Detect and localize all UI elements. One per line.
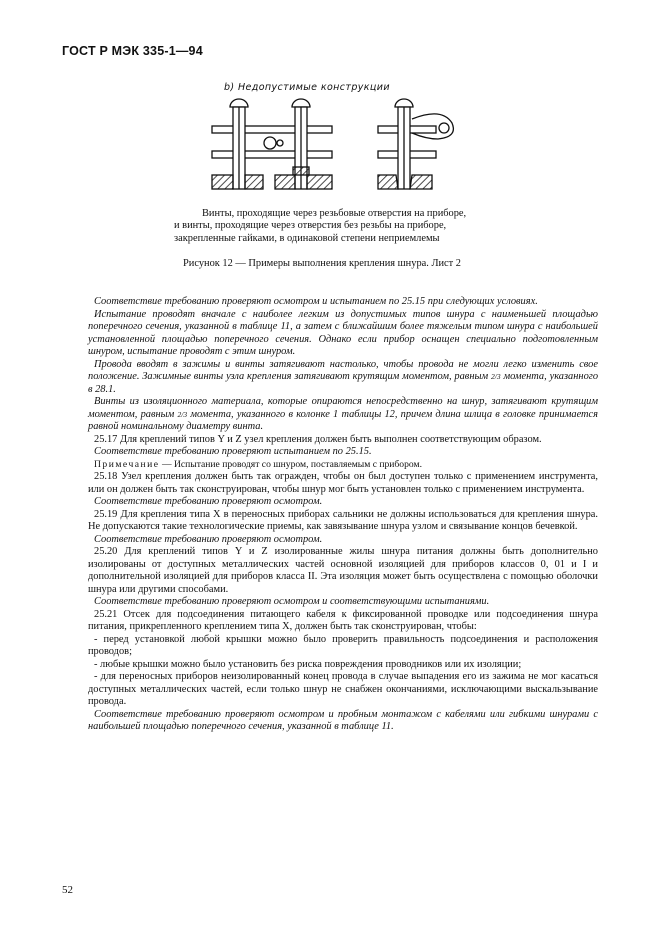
list-item: - для переносных приборов неизолированный конец провода в случае выпадения его из зажима не мог касаться доступных металлических частей, если только шнур не снабжен окончаниями, исключающими выскальзывание провода. — [88, 671, 598, 707]
paragraph: Соответствие требованию проверяют осмотром и испытанием по 25.15 при следующих условиях. — [94, 296, 538, 307]
figure-caption — [174, 208, 504, 245]
fraction: 2/3 — [491, 372, 501, 381]
clause-25-19: 25.19 Для крепления типа X в переносных приборах сальники не должны использоваться для крепления шнура. Не допускаются такие технологические приемы, как завязывание шнура узлом и связывание концов бечевкой. — [88, 508, 598, 532]
text-run: Провода вводят в зажимы и винты затягивают настолько, чтобы провода не могли легко изменить свое положение. Зажимные винты узла крепления затягивают крутящим моментом, равным — [88, 358, 598, 382]
caption-line: Винты, проходящие через резьбовые отверстия на приборе, — [202, 208, 467, 219]
cord-anchorage-drawing — [200, 93, 470, 203]
page-number: 52 — [62, 884, 73, 896]
paragraph: Соответствие требованию проверяют осмотром и пробным монтажом с кабелями или гибкими шнурами с наибольшей площадью поперечного сечения, указанной в таблице 11. — [88, 708, 598, 732]
caption-line: закрепленные гайками, в одинаковой степени неприемлемы — [174, 232, 440, 244]
text-run: Винты из изоляционного материала, которые опираются непосредственно на шнур, затягивают крутящим моментом, равным — [88, 396, 598, 420]
paragraph: Соответствие требованию проверяют осмотром. — [94, 533, 323, 545]
note-text: — Испытание проводят со шнуром, поставляемым с прибором. — [159, 458, 422, 470]
paragraph — [88, 359, 598, 397]
list-item: - любые крышки можно было установить без риска повреждения проводников или их изоляции; — [94, 658, 522, 670]
body-text — [88, 296, 598, 734]
paragraph: Соответствие требованию проверяют испытанием по 25.15. — [94, 446, 372, 457]
paragraph — [88, 396, 598, 434]
clause-25-20: 25.20 Для креплений типов Y и Z изолированные жилы шнура питания должны быть дополнительно изолированы от доступных металлических частей основной изоляцией для приборов классов 0, 01 и I и дополнительной изоляцией для приборов класса II. Эта изоляция может быть осуществлена с помощью оболочки шнура или другими способами. — [88, 546, 598, 595]
clause-25-21: 25.21 Отсек для подсоединения питающего кабеля к фиксированной проводке или подсоединения шнура питания, прикрепленного креплением типа X, должен быть так сконструирован, чтобы: — [88, 608, 598, 632]
paragraph: Соответствие требованию проверяют осмотром. — [94, 496, 323, 507]
figure-subtitle: b) Недопустимые конструкции — [224, 82, 390, 93]
screw-assembly-right — [378, 99, 453, 189]
note — [88, 459, 598, 472]
text-run: момента, указанного в колонке 1 таблицы 12, причем длина шлица в головке принимается равной номинальному диаметру винта. — [88, 408, 598, 432]
paragraph: Испытание проводят вначале с наиболее легким из допустимых типов шнура с наименьшей площадью поперечного сечения, указанной в таблице 11, а затем с ближайшим более тяжелым типом шнура с наибольшей установленной площадью поперечного сечения. Однако если прибор оснащен специально подготовленным шнуром, испытание проводят с этим шнуром. — [88, 308, 598, 357]
screw-assembly-left — [212, 99, 332, 189]
list-item: - перед установкой любой крышки можно было проверить правильность подсоединения и расположения проводов; — [88, 633, 598, 657]
caption-line: и винты, проходящие через отверстия без резьбы на приборе, — [174, 220, 447, 232]
text-run: момента, указанного в 28.1. — [88, 371, 599, 395]
clause-25-17: 25.17 Для креплений типов Y и Z узел крепления должен быть выполнен соответствующим образом. — [94, 433, 542, 445]
standard-header: ГОСТ Р МЭК 335-1—94 — [62, 44, 203, 58]
figure-label: Рисунок 12 — Примеры выполнения крепления шнура. Лист 2 — [183, 258, 461, 269]
paragraph: Соответствие требованию проверяют осмотром и соответствующими испытаниями. — [94, 596, 490, 607]
note-label: Примечание — [94, 458, 160, 470]
fraction: 2/3 — [177, 409, 188, 419]
clause-25-18: 25.18 Узел крепления должен быть так огражден, чтобы он был доступен только с применением инструмента, или он должен быть так сконструирован, чтобы шнур мог быть установлен только с применением инструмента. — [88, 471, 598, 495]
